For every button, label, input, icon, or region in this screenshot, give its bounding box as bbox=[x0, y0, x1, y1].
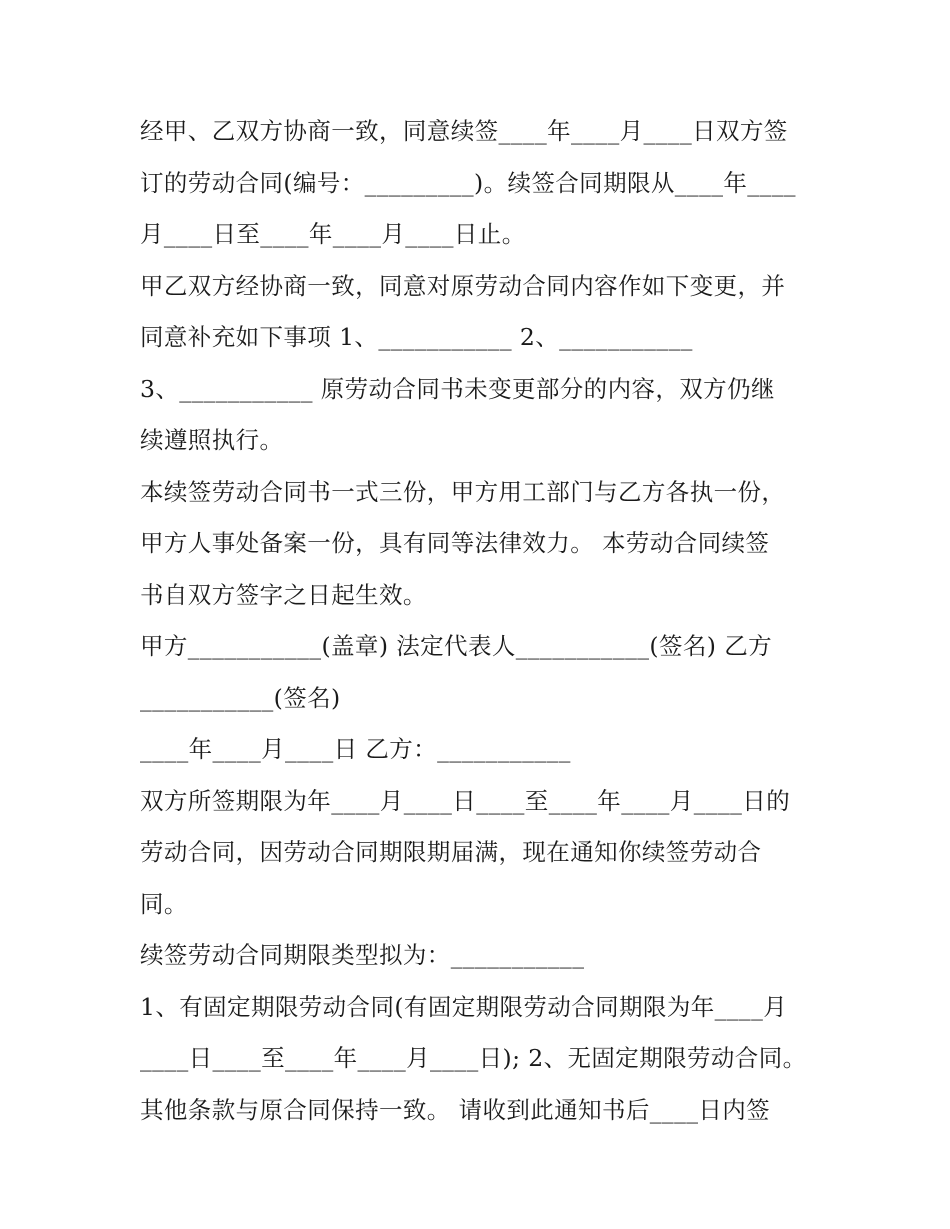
text-line: 3、___________ 原劳动合同书未变更部分的内容，双方仍继 bbox=[140, 374, 775, 403]
text-line: 1、有固定期限劳动合同(有固定期限劳动合同期限为年____月 bbox=[140, 992, 788, 1021]
text-line: 月____日至____年____月____日止。 bbox=[140, 220, 526, 248]
signature-line: ___________(签名) bbox=[140, 683, 341, 712]
text-line: 书自双方签字之日起生效。 bbox=[140, 580, 427, 609]
text-line: 订的劳动合同(编号：_________)。续签合同期限从____年____ bbox=[140, 168, 796, 197]
text-line: 同。 bbox=[140, 889, 188, 918]
signature-line: 甲方___________(盖章) 法定代表人___________(签名) 乙方 bbox=[140, 632, 773, 660]
text-line: 同意补充如下事项 1、___________ 2、___________ bbox=[140, 323, 693, 351]
text-line: 续遵照执行。 bbox=[140, 426, 284, 454]
text-line: 经甲、乙双方协商一致，同意续签____年____月____日双方签 bbox=[140, 117, 788, 145]
text-line: 双方所签期限为年____月____日____至____年____月____日的 bbox=[140, 786, 791, 815]
text-line: 本续签劳动合同书一式三份，甲方用工部门与乙方各执一份， bbox=[140, 477, 786, 506]
text-line: 其他条款与原合同保持一致。 请收到此通知书后____日内签 bbox=[140, 1095, 771, 1124]
document-body bbox=[140, 106, 820, 1136]
text-line: 续签劳动合同期限类型拟为：___________ bbox=[140, 941, 585, 969]
date-line: ____年____月____日 乙方：___________ bbox=[140, 735, 571, 763]
text-line: 甲乙双方经协商一致，同意对原劳动合同内容作如下变更，并 bbox=[140, 271, 786, 300]
text-line: ____日____至____年____月____日); 2、无固定期限劳动合同。 bbox=[140, 1044, 807, 1072]
text-line: 甲方人事处备案一份，具有同等法律效力。 本劳动合同续签 bbox=[140, 529, 770, 557]
text-line: 劳动合同，因劳动合同期限期届满，现在通知你续签劳动合 bbox=[140, 838, 762, 866]
